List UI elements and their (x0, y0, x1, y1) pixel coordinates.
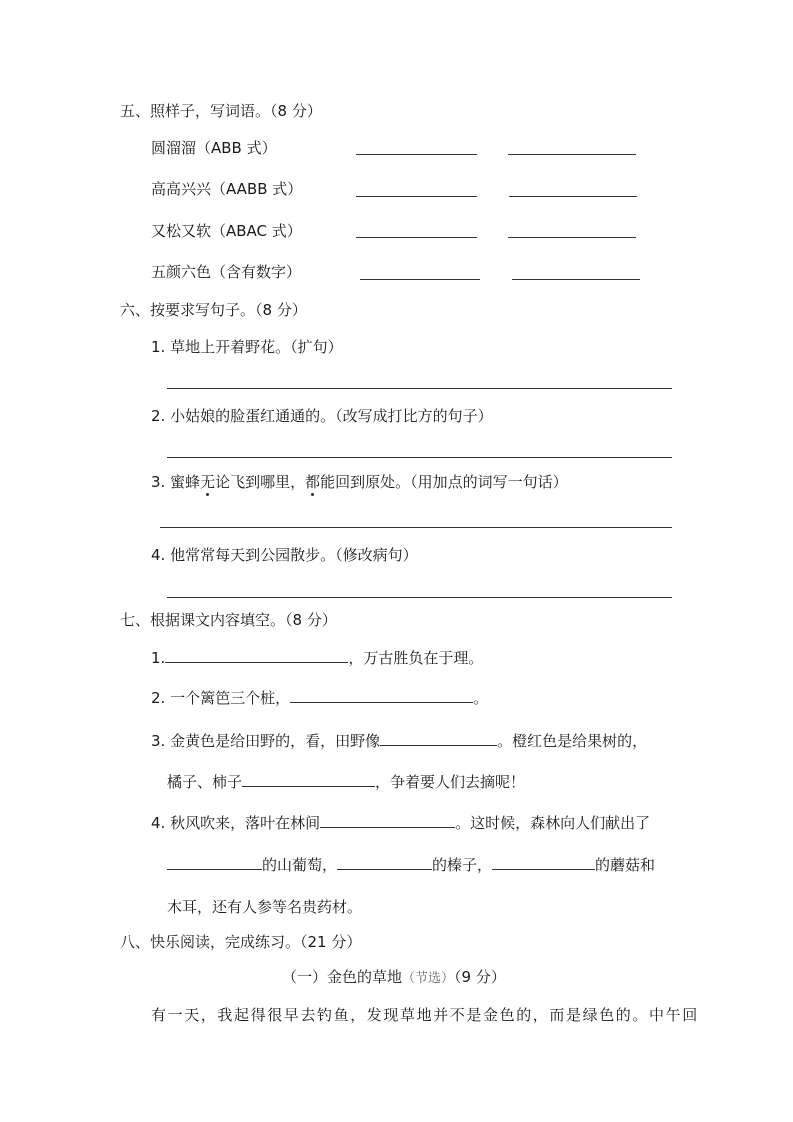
passage-title (282, 967, 506, 989)
passage-title-note: （节选） (402, 971, 455, 986)
fill-question-3 (151, 730, 647, 751)
answer-line[interactable] (167, 597, 672, 598)
sentence-question-2: 2. 小姑娘的脸蛋红通通的。（改写成打比方的句子） (151, 407, 493, 425)
fill-blank[interactable] (380, 730, 497, 746)
fill-question-4-line2 (167, 854, 655, 875)
answer-blank[interactable] (356, 196, 477, 197)
fill-blank[interactable] (167, 854, 262, 870)
word-prompt-4: 五颜六色（含有数字） (151, 263, 302, 281)
q2-head: 2. 一个篱笆三个桩， (151, 689, 291, 707)
sentence-question-3 (151, 472, 568, 492)
sentence-question-4: 4. 他常常每天到公园散步。（修改病句） (151, 546, 418, 564)
q1-number: 1. (151, 649, 166, 667)
section-8-title: 八、快乐阅读，完成练习。（21 分） (120, 933, 362, 951)
passage-title-main: （一）金色的草地 (282, 968, 403, 986)
answer-blank[interactable] (356, 154, 477, 155)
passage-text-line: 有一天，我起得很早去钓鱼，发现草地并不是金色的，而是绿色的。中午回 (151, 1006, 699, 1024)
word-prompt-1: 圆溜溜（ABB 式） (151, 139, 277, 157)
dotted-word-2: 都 (305, 473, 321, 491)
answer-blank[interactable] (509, 196, 637, 197)
answer-blank[interactable] (360, 279, 480, 280)
passage-score: （9 分） (454, 968, 506, 986)
q3-part-a: 3. 蜜蜂 (151, 473, 201, 491)
answer-blank[interactable] (508, 237, 636, 238)
answer-line[interactable] (167, 388, 672, 389)
section-5-title: 五、照样子，写词语。（8 分） (120, 102, 322, 120)
q3-mid: 。橙红色是给果树的， (497, 732, 648, 750)
q4-line2-c: 的蘑菇和 (595, 856, 656, 874)
q4-mid: 。这时候，森林向人们献出了 (455, 814, 651, 832)
q4-line2-a: 的山葡萄， (262, 856, 338, 874)
q3-part-c: 能回到原处。（用加点的词写一句话） (320, 473, 568, 491)
fill-question-4 (151, 812, 650, 833)
fill-question-4-line3: 木耳，还有人参等名贵药材。 (167, 898, 363, 916)
fill-question-3-line2 (167, 771, 525, 792)
word-prompt-2: 高高兴兴（AABB 式） (151, 180, 303, 198)
answer-line[interactable] (160, 527, 672, 528)
answer-blank[interactable] (356, 237, 477, 238)
q3-part-b: 论飞到哪里， (215, 473, 306, 491)
fill-question-2 (151, 687, 488, 708)
answer-blank[interactable] (508, 154, 636, 155)
q4-line2-b: 的榛子， (432, 856, 493, 874)
q3-head: 3. 金黄色是给田野的，看，田野像 (151, 732, 381, 750)
section-7-title: 七、根据课文内容填空。（8 分） (120, 611, 337, 629)
q3-line2-a: 橘子、柿子 (167, 773, 243, 791)
q2-tail: 。 (473, 689, 489, 707)
fill-blank[interactable] (492, 854, 595, 870)
word-prompt-3: 又松又软（ABAC 式） (151, 222, 302, 240)
fill-question-1 (151, 647, 483, 668)
fill-blank[interactable] (337, 854, 432, 870)
q4-head: 4. 秋风吹来，落叶在林间 (151, 814, 321, 832)
fill-blank[interactable] (320, 812, 455, 828)
q3-line2-b: ，争着要人们去摘呢！ (375, 773, 526, 791)
sentence-question-1: 1. 草地上开着野花。（扩句） (151, 338, 343, 356)
answer-line[interactable] (167, 457, 672, 458)
fill-blank[interactable] (165, 647, 348, 663)
fill-blank[interactable] (242, 771, 375, 787)
fill-blank[interactable] (290, 687, 473, 703)
answer-blank[interactable] (512, 279, 640, 280)
q1-tail: ，万古胜负在于理。 (348, 649, 484, 667)
section-6-title: 六、按要求写句子。（8 分） (120, 301, 307, 319)
dotted-word-1: 无 (200, 473, 216, 491)
